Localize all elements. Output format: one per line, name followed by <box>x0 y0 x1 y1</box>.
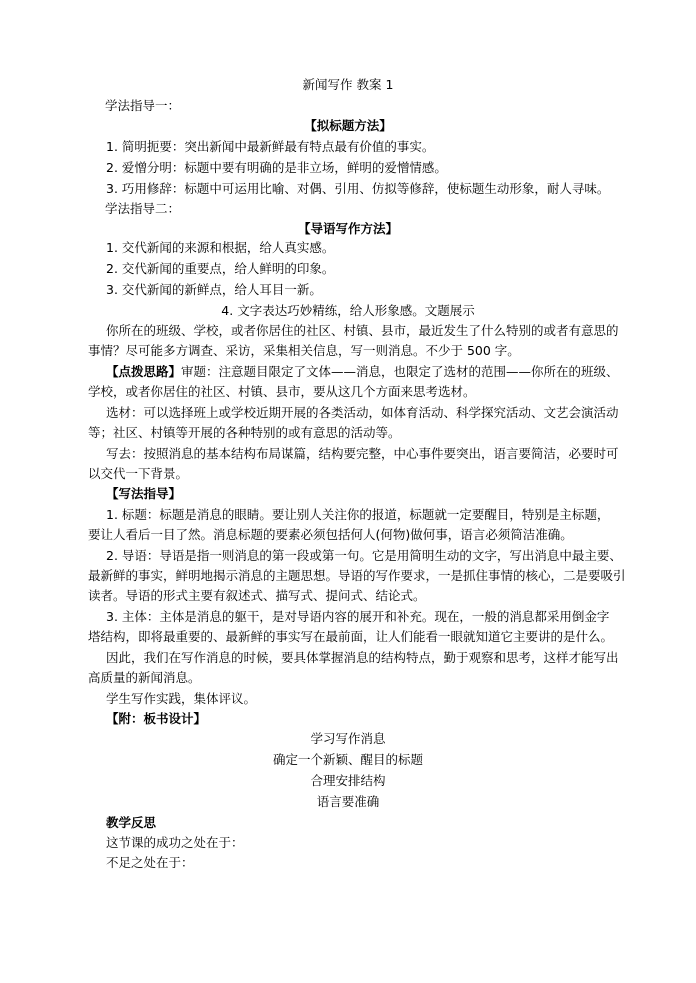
hint-line-2: 学校，或者你居住的社区、村镇、县市，要从这几个方面来思考选材。 <box>88 384 476 399</box>
reflection-success: 这节课的成功之处在于： <box>106 835 244 850</box>
board-heading: 【附：板书设计】 <box>106 711 207 726</box>
writing-line-1: 写去：按照消息的基本结构布局谋篇，结构要完整，中心事件要突出，语言要简洁，必要时可 <box>106 446 619 461</box>
section1-item-3: 3. 巧用修辞：标题中可运用比喻、对偶、引用、仿拟等修辞，使标题生动形象，耐人寻味。 <box>106 181 610 196</box>
section1-heading: 【拟标题方法】 <box>304 118 392 133</box>
board-line-2: 确定一个新颖、醒目的标题 <box>272 752 423 767</box>
section1-item-1: 1. 简明扼要：突出新闻中最新鲜最有特点最有价值的事实。 <box>106 139 435 154</box>
write-guide-p4-line2: 高质量的新闻消息。 <box>88 670 201 685</box>
board-line-4: 语言要准确 <box>316 794 380 809</box>
write-guide-heading: 【写法指导】 <box>106 486 182 501</box>
writing-line-2: 以交代一下背景。 <box>88 466 189 481</box>
write-guide-p1-line2: 要让人看后一目了然。消息标题的要素必须包括何人(何物)做何事，语言必须简洁准确。 <box>88 527 573 542</box>
material-line-2: 等；社区、村镇等开展的各种特别的或有意思的活动等。 <box>88 425 401 440</box>
guide2-label: 学法指导二： <box>105 201 181 216</box>
prompt-line-2: 事情？尽可能多方调查、采访，采集相关信息，写一则消息。不少于 500 字。 <box>88 343 520 358</box>
hint-line-1 <box>106 364 619 380</box>
material-line-1: 选材：可以选择班上或学校近期开展的各类活动，如体育活动、科学探究活动、文艺会演活动 <box>106 405 619 420</box>
prompt-line-1: 你所在的班级、学校，或者你居住的社区、村镇、县市，最近发生了什么特别的或者有意思的 <box>106 323 619 338</box>
reflection-shortfall: 不足之处在于： <box>106 855 194 870</box>
section2-item-1: 1. 交代新闻的来源和根据，给人真实感。 <box>106 240 335 255</box>
section2-item-3: 3. 交代新闻的新鲜点，给人耳目一新。 <box>106 282 322 297</box>
write-guide-p2-line2: 最新鲜的事实，鲜明地揭示消息的主题思想。导语的写作要求，一是抓住事情的核心，二是要吸引 <box>88 568 626 583</box>
write-guide-p2-line3: 读者。导语的形式主要有叙述式、描写式、提问式、结论式。 <box>88 588 426 603</box>
section2-item-2: 2. 交代新闻的重要点，给人鲜明的印象。 <box>106 261 335 276</box>
hint-text-1: 审题：注意题目限定了文体——消息，也限定了选材的范围——你所在的班级、 <box>181 364 619 379</box>
section2-heading: 【导语写作方法】 <box>297 221 398 236</box>
board-line-3: 合理安排结构 <box>310 773 386 788</box>
guide1-label: 学法指导一： <box>105 98 181 113</box>
write-guide-p1-line1: 1. 标题：标题是消息的眼睛。要让别人关注你的报道，标题就一定要醒目，特别是主标题， <box>106 507 610 522</box>
section2-item-4: 4. 文字表达巧妙精练，给人形象感。文题展示 <box>221 303 475 318</box>
doc-title: 新闻写作 教案 1 <box>302 77 394 92</box>
write-guide-p2-line1: 2. 导语：导语是指一则消息的第一段或第一句。它是用简明生动的文字，写出消息中最主要、 <box>106 548 622 563</box>
reflection-heading: 教学反思 <box>106 815 157 830</box>
practice-line: 学生写作实践，集体评议。 <box>106 691 257 706</box>
section1-item-2: 2. 爱憎分明：标题中要有明确的是非立场，鲜明的爱憎情感。 <box>106 160 447 175</box>
hint-label: 【点拨思路】 <box>106 364 182 379</box>
write-guide-p4-line1: 因此，我们在写作消息的时候，要具体掌握消息的结构特点，勤于观察和思考，这样才能写出 <box>106 650 619 665</box>
board-line-1: 学习写作消息 <box>310 731 386 746</box>
write-guide-p3-line1: 3. 主体：主体是消息的躯干，是对导语内容的展开和补充。现在，一般的消息都采用倒金字 <box>106 609 610 624</box>
write-guide-p3-line2: 塔结构，即将最重要的、最新鲜的事实写在最前面，让人们能看一眼就知道它主要讲的是什么。 <box>88 629 614 644</box>
